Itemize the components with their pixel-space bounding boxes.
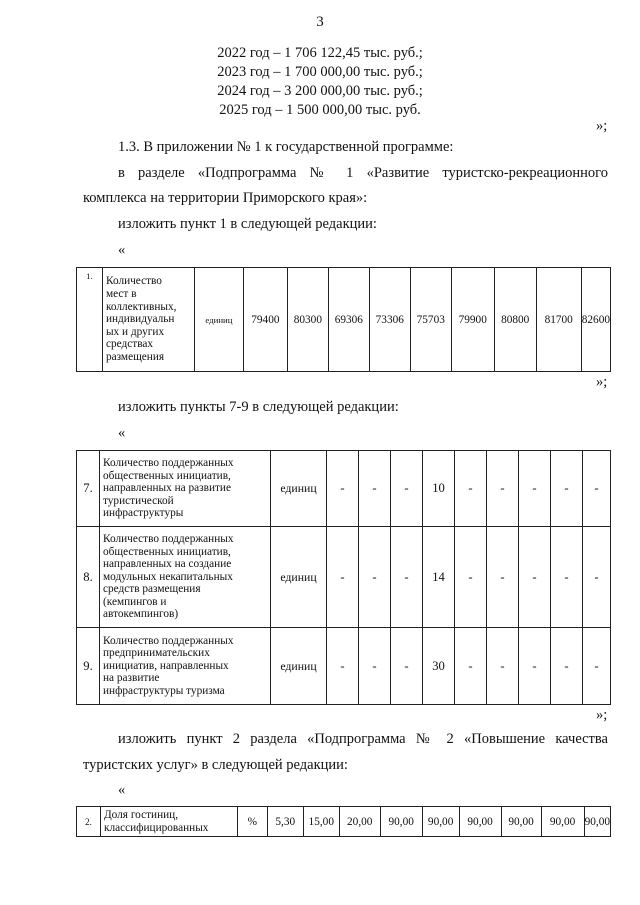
financing-line: 2024 год – 3 200 000,00 тыс. руб.; xyxy=(217,83,423,99)
value-cell: - xyxy=(391,451,423,527)
instruction-text: изложить пункты 7-9 в следующей редакции: xyxy=(118,399,399,415)
instruction-text: туристских услуг» в следующей редакции: xyxy=(83,757,348,773)
table-row xyxy=(77,628,611,705)
financing-line: 2023 год – 1 700 000,00 тыс. руб.; xyxy=(217,64,423,80)
value-cell: - xyxy=(455,451,487,527)
value-cell: - xyxy=(583,527,611,628)
table-row xyxy=(77,268,611,372)
unit-cell: % xyxy=(237,807,267,837)
value-cell: - xyxy=(327,527,359,628)
value-cell: 73306 xyxy=(369,268,410,372)
item-heading: 1.3. В приложении № 1 к государственной программе: xyxy=(118,139,454,155)
table-row xyxy=(77,451,611,527)
value-cell: - xyxy=(359,628,391,705)
value-cell: - xyxy=(519,451,551,527)
value-cell: 79400 xyxy=(243,268,287,372)
indicator-description: Количество поддержанных общественных инициатив, направленных на развитие туристической инфраструктуры xyxy=(100,451,271,527)
unit-cell: единиц xyxy=(194,268,243,372)
value-cell: - xyxy=(487,628,519,705)
row-number: 9. xyxy=(77,628,100,705)
row-number: 7. xyxy=(77,451,100,527)
value-cell: - xyxy=(391,527,423,628)
opening-quote: « xyxy=(118,782,126,798)
instruction-text: изложить пункт 2 раздела «Подпрограмма № 2 «Повышение качества xyxy=(118,731,608,747)
financing-line: 2022 год – 1 706 122,45 тыс. руб.; xyxy=(217,45,423,61)
value-cell: - xyxy=(455,527,487,628)
value-cell: - xyxy=(487,527,519,628)
value-cell: - xyxy=(487,451,519,527)
table-row xyxy=(77,527,611,628)
value-cell: - xyxy=(583,451,611,527)
value-cell: 5,30 xyxy=(267,807,303,837)
value-cell: 14 xyxy=(423,527,455,628)
closing-quote: »; xyxy=(596,118,608,134)
unit-cell: единиц xyxy=(271,628,327,705)
opening-quote: « xyxy=(118,425,126,441)
value-cell: 75703 xyxy=(410,268,451,372)
value-cell: - xyxy=(519,628,551,705)
closing-quote: »; xyxy=(596,374,608,390)
value-cell: - xyxy=(551,527,583,628)
row-number: 2. xyxy=(77,807,101,837)
value-cell: 30 xyxy=(423,628,455,705)
value-cell: 90,00 xyxy=(541,807,584,837)
value-cell: 90,00 xyxy=(422,807,459,837)
instruction-text: изложить пункт 1 в следующей редакции: xyxy=(118,216,377,232)
value-cell: - xyxy=(327,628,359,705)
value-cell: - xyxy=(583,628,611,705)
value-cell: 90,00 xyxy=(584,807,610,837)
indicator-description: Количество поддержанных общественных инициатив, направленных на создание модульных некапитальных средств размещения (кемпингов и автокемпингов) xyxy=(100,527,271,628)
unit-cell: единиц xyxy=(271,527,327,628)
page-number: 3 xyxy=(316,14,324,30)
value-cell: 15,00 xyxy=(303,807,339,837)
value-cell: 20,00 xyxy=(339,807,380,837)
value-cell: 90,00 xyxy=(459,807,501,837)
value-cell: 80300 xyxy=(287,268,328,372)
value-cell: 80800 xyxy=(494,268,536,372)
value-cell: - xyxy=(455,628,487,705)
value-cell: 10 xyxy=(423,451,455,527)
section-line: комплекса на территории Приморского края»: xyxy=(83,190,368,206)
value-cell: 69306 xyxy=(328,268,369,372)
value-cell: - xyxy=(519,527,551,628)
section-line: в разделе «Подпрограмма № 1 «Развитие туристско-рекреационного xyxy=(118,165,608,181)
closing-quote: »; xyxy=(596,707,608,723)
value-cell: 90,00 xyxy=(380,807,422,837)
value-cell: - xyxy=(391,628,423,705)
unit-cell: единиц xyxy=(271,451,327,527)
table-subprogram-2 xyxy=(76,806,611,837)
value-cell: - xyxy=(359,527,391,628)
value-cell: - xyxy=(551,451,583,527)
row-number: 8. xyxy=(77,527,100,628)
value-cell: - xyxy=(327,451,359,527)
opening-quote: « xyxy=(118,242,126,258)
table-row xyxy=(77,807,611,837)
value-cell: - xyxy=(551,628,583,705)
value-cell: 81700 xyxy=(536,268,581,372)
value-cell: - xyxy=(359,451,391,527)
indicator-description: Доля гостиниц, классифицированных xyxy=(100,807,237,837)
value-cell: 79900 xyxy=(451,268,494,372)
table-items-7-9 xyxy=(76,450,611,705)
value-cell: 82600 xyxy=(581,268,610,372)
value-cell: 90,00 xyxy=(501,807,541,837)
financing-line: 2025 год – 1 500 000,00 тыс. руб. xyxy=(219,102,421,118)
row-number: 1. xyxy=(77,268,103,372)
table-item-1 xyxy=(76,267,611,372)
indicator-description: Количество мест в коллективных, индивидуальн ых и других средствах размещения xyxy=(102,268,194,372)
indicator-description: Количество поддержанных предпринимательских инициатив, направленных на развитие инфраструктуры туризма xyxy=(100,628,271,705)
